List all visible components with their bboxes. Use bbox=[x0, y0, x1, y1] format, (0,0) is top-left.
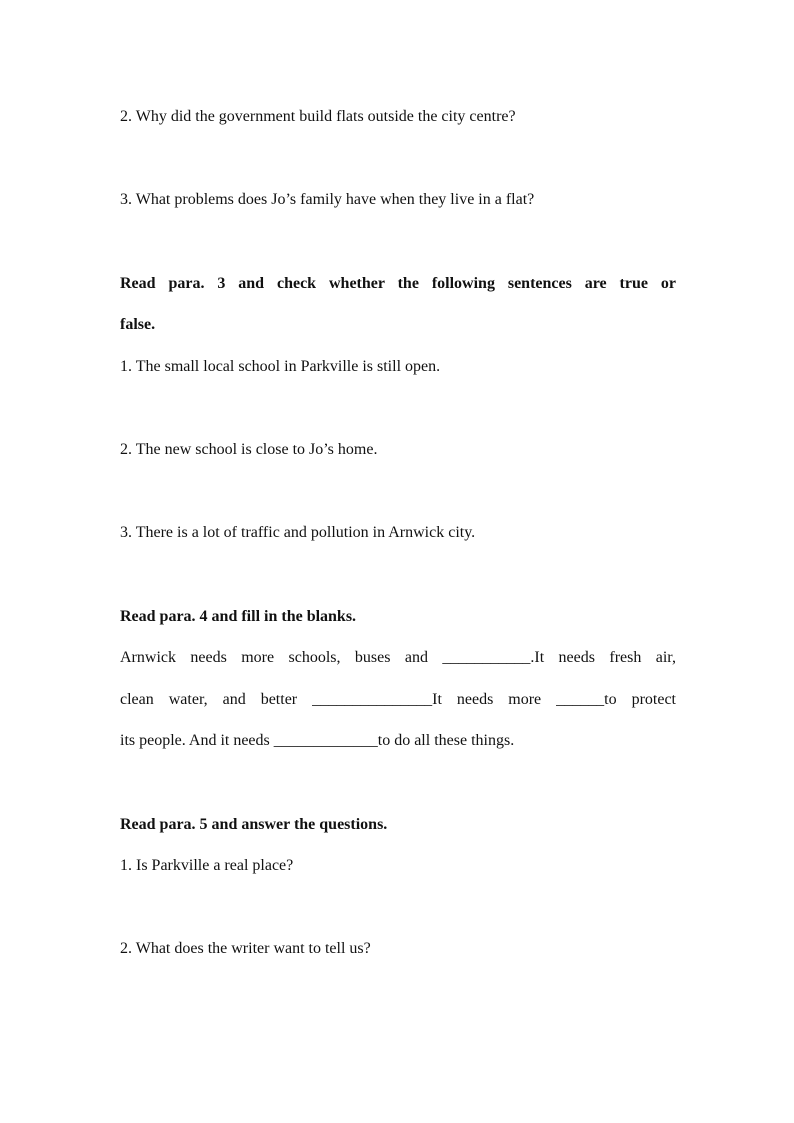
question-real-place: 1. Is Parkville a real place? bbox=[120, 857, 294, 874]
section-heading-para-3-continued: false. bbox=[120, 316, 156, 333]
section-heading-para-4: Read para. 4 and fill in the blanks. bbox=[120, 608, 357, 625]
fill-blank-line-1: Arnwick needs more schools, buses and ___________.It needs fresh air, bbox=[120, 649, 676, 666]
question-3-problems: 3. What problems does Jo’s family have when they live in a flat? bbox=[120, 191, 535, 208]
true-false-sentence-2: 2. The new school is close to Jo’s home. bbox=[120, 441, 378, 458]
true-false-sentence-3: 3. There is a lot of traffic and pollution in Arnwick city. bbox=[120, 524, 476, 541]
question-2-flats: 2. Why did the government build flats outside the city centre? bbox=[120, 108, 516, 125]
fill-blank-line-2: clean water, and better _______________It needs more ______to protect bbox=[120, 691, 676, 708]
fill-blank-line-3: its people. And it needs _____________to do all these things. bbox=[120, 732, 515, 749]
section-heading-para-5: Read para. 5 and answer the questions. bbox=[120, 816, 388, 833]
question-writer-message: 2. What does the writer want to tell us? bbox=[120, 940, 371, 957]
true-false-sentence-1: 1. The small local school in Parkville is still open. bbox=[120, 358, 441, 375]
section-heading-para-3: Read para. 3 and check whether the following sentences are true or bbox=[120, 275, 676, 292]
